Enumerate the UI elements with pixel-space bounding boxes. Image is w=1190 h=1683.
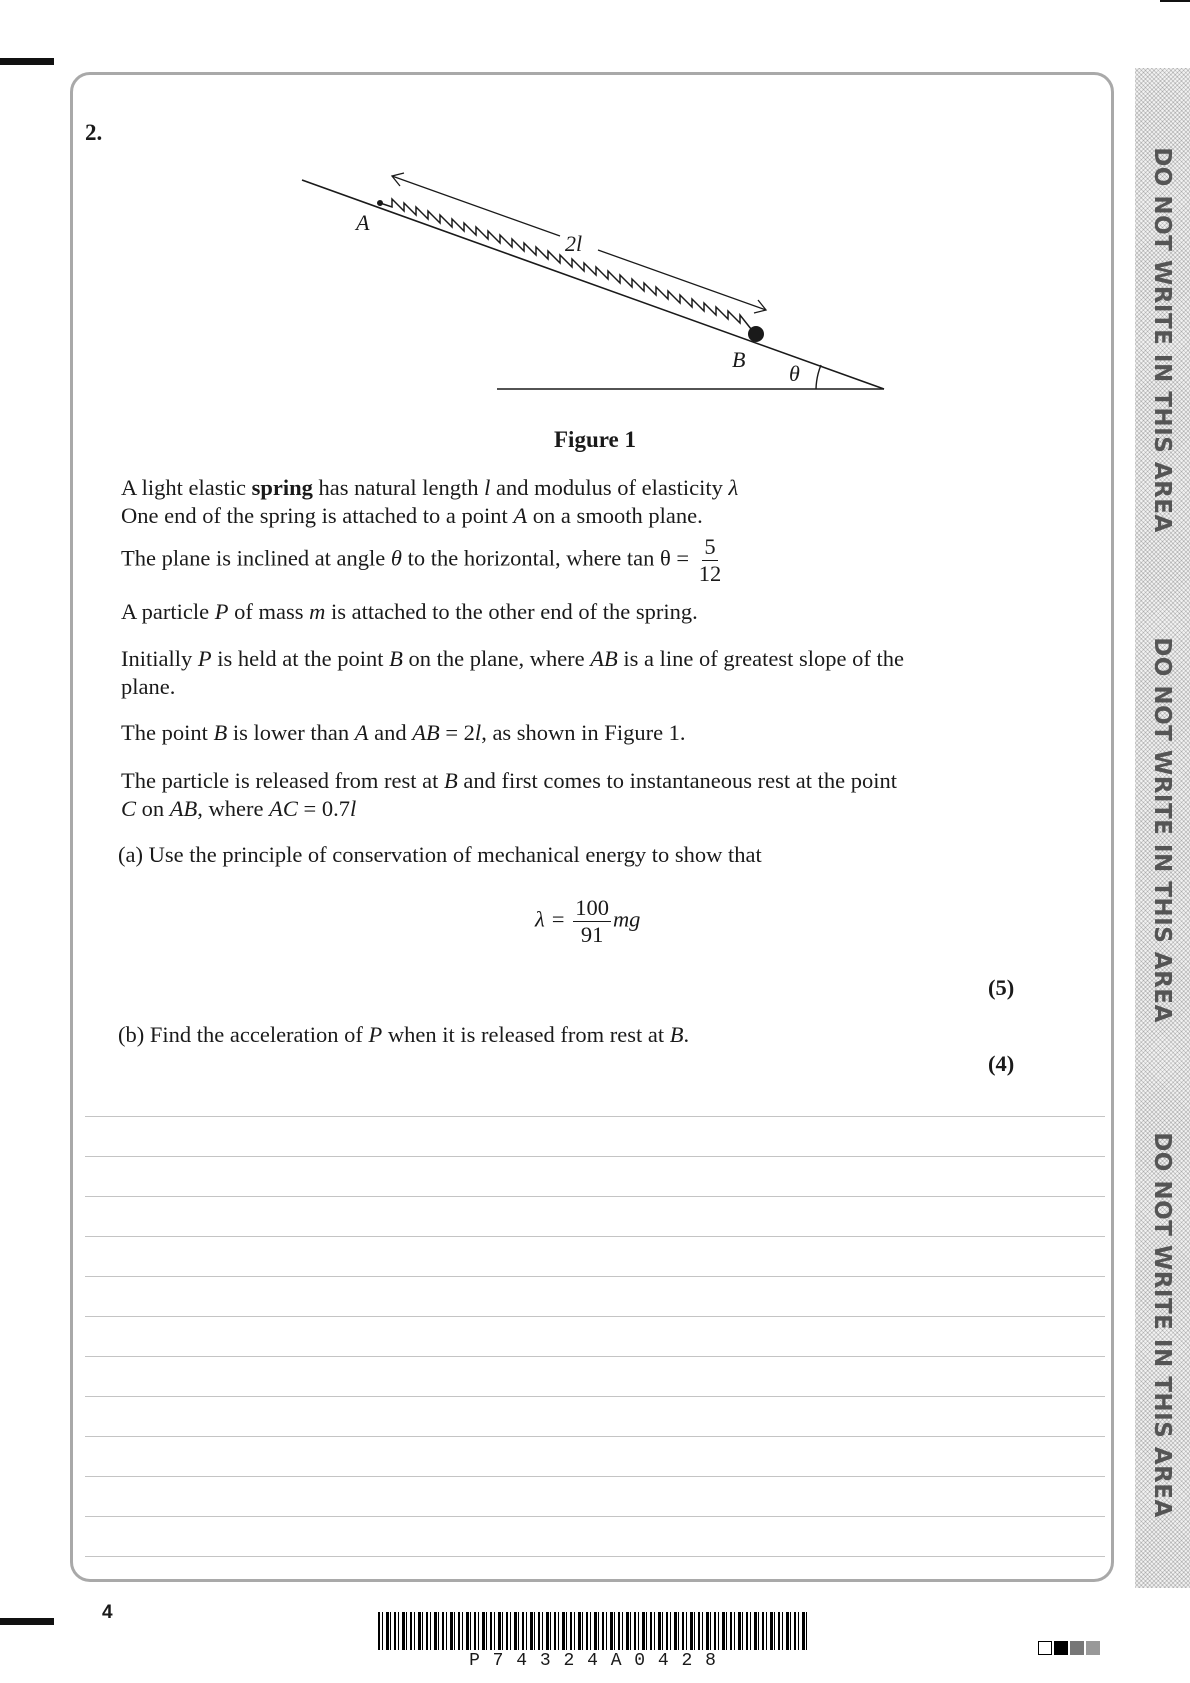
length-arrow-lower: [598, 250, 766, 310]
point-a-dot: [377, 200, 383, 206]
progress-box-grey: [1086, 1641, 1100, 1655]
lambda-fraction: $\frac{100}{91}$: [575, 895, 609, 947]
answer-line[interactable]: [85, 1516, 1105, 1518]
bottom-edge-mark: [0, 1618, 54, 1625]
paragraph-initial: Initially P is held at the point B on the plane, where AB is a line of greatest slope of the plane.: [121, 646, 904, 699]
answer-line[interactable]: [85, 1556, 1105, 1558]
paragraph-point-b: The point B is lower than A and AB = 2l, as shown in Figure 1.: [121, 720, 686, 745]
angle-arc: [816, 365, 821, 389]
marks-part-b: (4): [988, 1051, 1015, 1076]
tan-expression: tan θ =: [626, 545, 690, 571]
part-b-label: (b): [118, 1022, 145, 1047]
marks-part-a: (5): [988, 975, 1015, 1000]
figure-1-diagram: [0, 0, 1190, 420]
part-a-label: (a): [118, 842, 143, 867]
paragraph-spring: [121, 474, 991, 530]
answer-line[interactable]: [85, 1196, 1105, 1198]
paragraph-release: The particle is released from rest at B and first comes to instantaneous rest at the point C on AB, where AC = 0.7l: [121, 768, 898, 821]
answer-line[interactable]: [85, 1396, 1105, 1398]
line-attachment: One end of the spring is attached to a point A on a smooth plane.: [121, 503, 703, 528]
answer-line[interactable]: [85, 1276, 1105, 1278]
line-spring-props: A light elastic spring has natural length l and modulus of elasticity λ: [121, 475, 739, 500]
answer-line[interactable]: [85, 1236, 1105, 1238]
question-number: 2.: [85, 120, 103, 145]
particle-p: [748, 326, 764, 342]
label-theta: θ: [789, 361, 800, 386]
page-number: 4: [102, 1602, 113, 1623]
tan-fraction: $\frac{5}{12}$: [698, 534, 722, 586]
barcode: [378, 1612, 808, 1650]
progress-box-empty: [1038, 1641, 1052, 1655]
incline-line: [302, 180, 884, 389]
lambda-equation: λ = $\frac{100}{91}$ mg: [535, 895, 641, 947]
label-2l: 2l: [565, 231, 583, 256]
answer-line[interactable]: [85, 1116, 1105, 1118]
label-a: A: [356, 210, 370, 235]
answer-line[interactable]: [85, 1316, 1105, 1318]
side-warning-1: DO NOT WRITE IN THIS AREA: [1149, 147, 1175, 533]
answer-line[interactable]: [85, 1436, 1105, 1438]
paragraph-incline: The plane is inclined at angle θ to the horizontal, where tan θ = $\frac{5}{12}$: [121, 534, 722, 586]
figure-caption: Figure 1: [554, 427, 636, 452]
progress-boxes: [1038, 1641, 1100, 1655]
spring-zigzag: [380, 199, 755, 334]
answer-line[interactable]: [85, 1476, 1105, 1478]
side-warning-2: DO NOT WRITE IN THIS AREA: [1149, 637, 1175, 1023]
progress-box-grey: [1070, 1641, 1084, 1655]
part-a: [118, 841, 988, 869]
part-b: (b) Find the acceleration of P when it is released from rest at B.: [118, 1022, 690, 1047]
part-a-text: Use the principle of conservation of mechanical energy to show that: [148, 842, 762, 867]
progress-box-filled: [1054, 1641, 1068, 1655]
answer-line[interactable]: [85, 1156, 1105, 1158]
label-b: B: [732, 347, 746, 372]
answer-line[interactable]: [85, 1356, 1105, 1358]
side-warning-3: DO NOT WRITE IN THIS AREA: [1149, 1132, 1175, 1518]
paragraph-particle: A particle P of mass m is attached to the other end of the spring.: [121, 599, 698, 624]
barcode-text: P 7 4 3 2 4 A 0 4 2 8: [469, 1651, 717, 1671]
